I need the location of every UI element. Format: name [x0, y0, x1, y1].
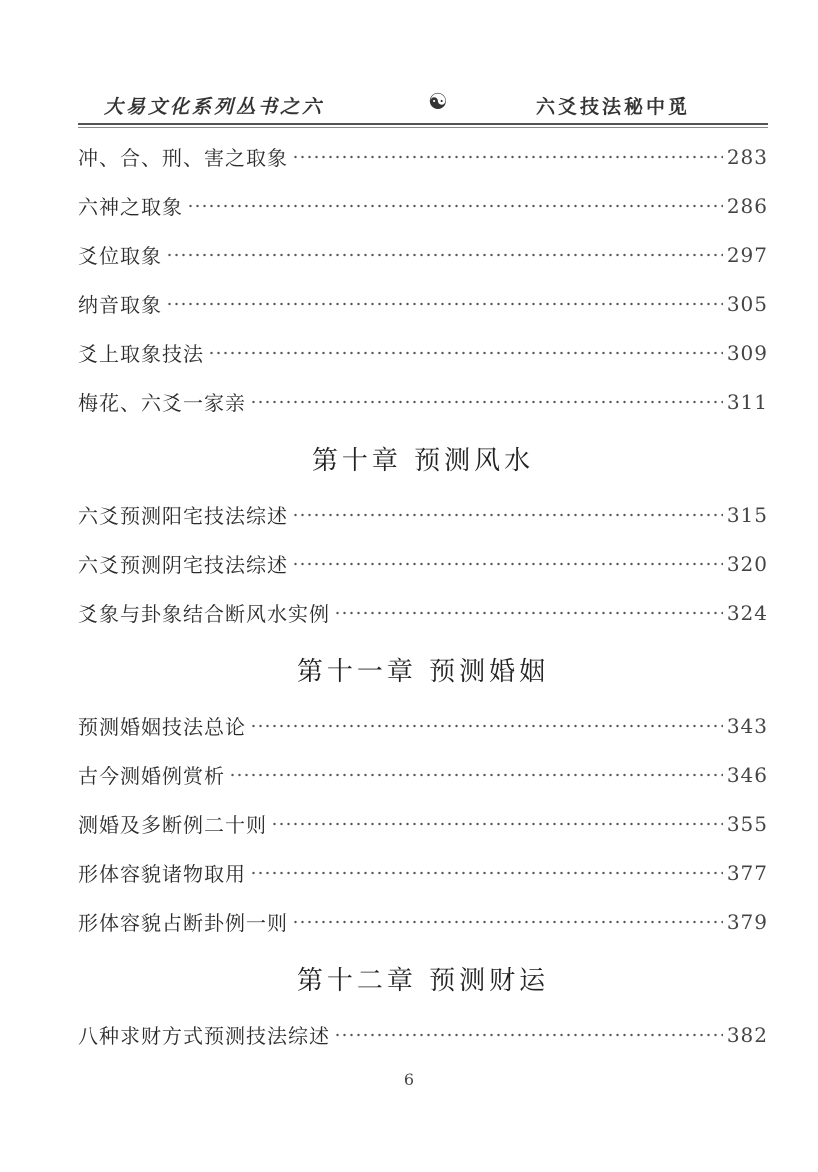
toc-entry-title: 古今测婚例赏析 [78, 764, 225, 788]
toc-entry-page: 382 [726, 1022, 768, 1047]
series-title: 大易文化系列丛书之六 [104, 96, 325, 118]
header-rule-thin [78, 127, 768, 128]
toc-entry-page: 315 [726, 502, 768, 527]
dot-leader [334, 1033, 723, 1037]
dot-leader [292, 920, 723, 924]
toc-entry-title: 爻位取象 [78, 244, 162, 268]
toc-entry-page: 311 [726, 389, 768, 414]
chapter-heading: 第十二章 预测财运 [296, 965, 550, 996]
toc-entry-title: 六神之取象 [78, 195, 183, 219]
dot-leader [271, 822, 723, 826]
toc-entry-page: 379 [726, 909, 768, 934]
dot-leader [229, 773, 723, 777]
dot-leader [208, 351, 723, 355]
toc-entry [78, 1010, 768, 1059]
toc-entry [78, 848, 768, 897]
toc-entry-page: 320 [726, 551, 768, 576]
toc-entry [78, 588, 768, 637]
toc-entry-title: 爻象与卦象结合断风水实例 [78, 602, 330, 626]
yin-yang-icon: ☯ [428, 90, 448, 115]
dot-leader [250, 400, 723, 404]
page-number: 6 [403, 1070, 415, 1089]
toc-entry-title: 爻上取象技法 [78, 342, 204, 366]
dot-leader [250, 724, 723, 728]
dot-leader [166, 302, 723, 306]
toc-entry-page: 324 [726, 600, 768, 625]
table-of-contents [78, 132, 768, 1059]
toc-entry-page: 283 [726, 144, 768, 169]
toc-entry [78, 328, 768, 377]
toc-entry [78, 279, 768, 328]
book-title: 六爻技法秘中觅 [536, 96, 691, 118]
dot-leader [292, 562, 723, 566]
dot-leader [334, 611, 723, 615]
toc-entry-page: 305 [726, 291, 768, 316]
toc-entry-title: 测婚及多断例二十则 [78, 813, 267, 837]
dot-leader [292, 513, 723, 517]
toc-entry [78, 490, 768, 539]
toc-entry-page: 343 [726, 713, 768, 738]
toc-entry-title: 六爻预测阳宅技法综述 [78, 504, 288, 528]
toc-entry-title: 梅花、六爻一家亲 [78, 391, 246, 415]
toc-entry-page: 346 [726, 762, 768, 787]
header-rule [78, 123, 768, 125]
toc-entry-page: 377 [726, 860, 768, 885]
toc-entry [78, 897, 768, 946]
toc-entry [78, 181, 768, 230]
toc-entry [78, 377, 768, 426]
toc-entry [78, 230, 768, 279]
toc-entry-page: 297 [726, 242, 768, 267]
toc-entry-title: 六爻预测阴宅技法综述 [78, 553, 288, 577]
chapter-heading: 第十章 预测风水 [311, 445, 535, 476]
dot-leader [250, 871, 723, 875]
dot-leader [292, 155, 723, 159]
toc-entry [78, 539, 768, 588]
toc-entry-title: 形体容貌占断卦例一则 [78, 911, 288, 935]
toc-entry [78, 750, 768, 799]
toc-entry-title: 八种求财方式预测技法综述 [78, 1024, 330, 1048]
toc-entry-title: 纳音取象 [78, 293, 162, 317]
toc-entry-page: 286 [726, 193, 768, 218]
running-header [78, 86, 768, 122]
toc-entry-title: 冲、合、刑、害之取象 [78, 146, 288, 170]
toc-entry-page: 309 [726, 340, 768, 365]
toc-entry-page: 355 [726, 811, 768, 836]
chapter-heading: 第十一章 预测婚姻 [296, 656, 550, 687]
dot-leader [187, 204, 723, 208]
toc-entry [78, 132, 768, 181]
toc-entry-title: 预测婚姻技法总论 [78, 715, 246, 739]
toc-entry [78, 799, 768, 848]
dot-leader [166, 253, 723, 257]
toc-entry [78, 701, 768, 750]
toc-entry-title: 形体容貌诸物取用 [78, 862, 246, 886]
